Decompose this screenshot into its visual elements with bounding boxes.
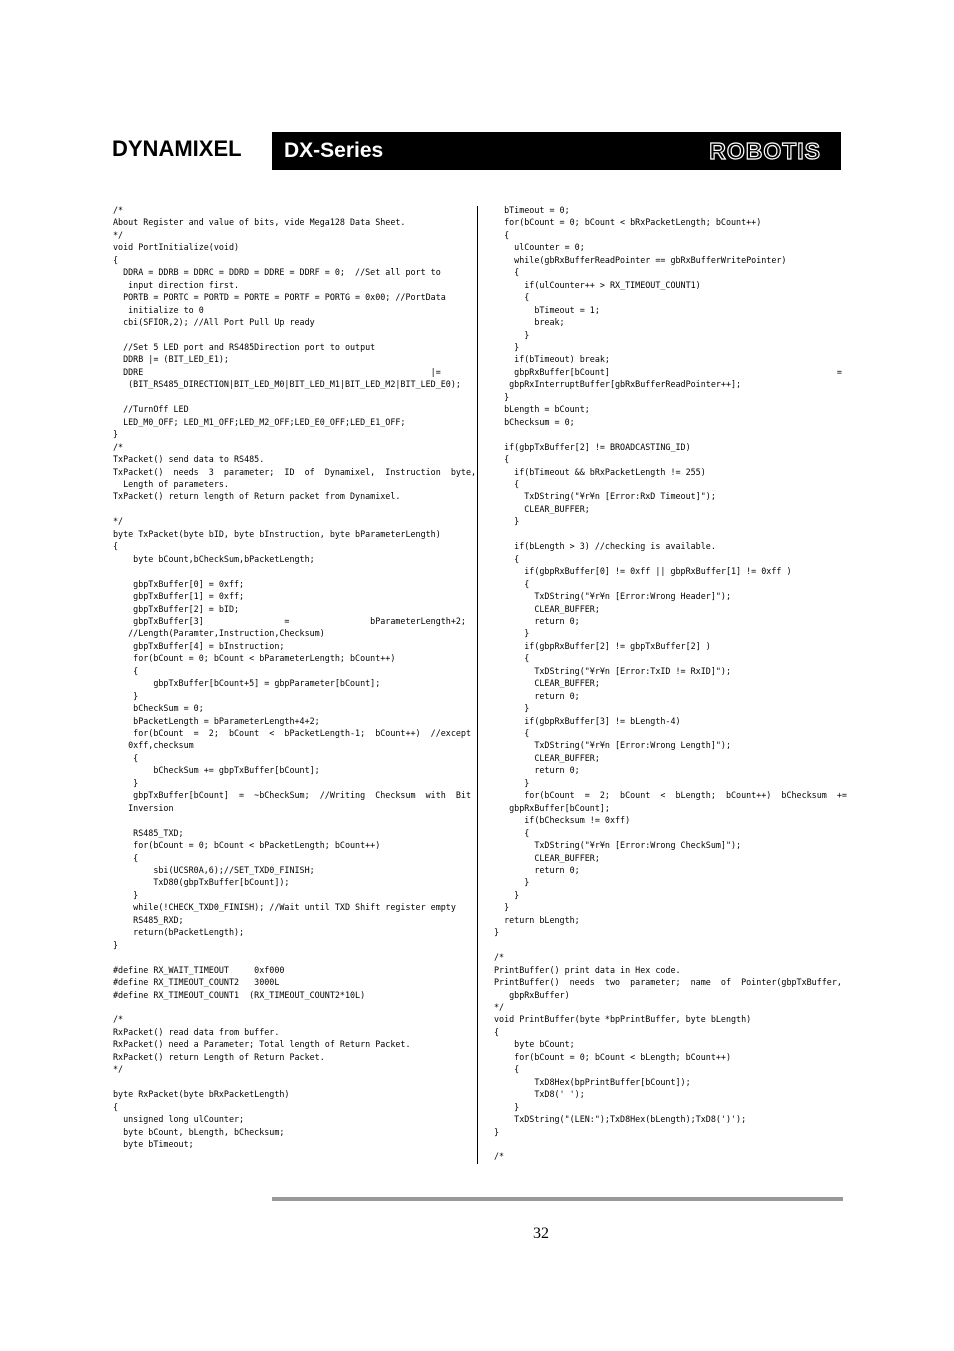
- brand-logo: ROBOTIS: [709, 138, 821, 164]
- header-bar: [272, 132, 841, 170]
- footer-rule: [272, 1197, 843, 1201]
- code-column-left: /* About Register and value of bits, vide Mega128 Data Sheet. */ void PortInitialize(void) { DDRA = DDRB = DDRC = DDRD = DDRE = DDRF = 0; //Set all port to input direction first. PORTB = PORTC = PORTD = PORTE = PORTF = PORTG = 0x00; //PortData initialize to 0 cbi(SFIOR,2); //All Port Pull Up ready //Set 5 LED port and RS485Direction port to output DDRB |= (BIT_LED_E1); DDRE |= (BIT_RS485_DIRECTION|BIT_LED_M0|BIT_LED_M1|BIT_LED_M2|BIT_LED_E0); //TurnOff LED LED_M0_OFF; LED_M1_OFF;LED_M2_OFF;LED_E0_OFF;LED_E1_OFF; } /* TxPacket() send data to RS485. TxPacket() needs 3 parameter; ID of Dynamixel, Instruction byte, Length of parameters. TxPacket() return length of Return packet from Dynamixel. */ byte TxPacket(byte bID, byte bInstruction, byte bParameterLength) { byte bCount,bCheckSum,bPacketLength; gbpTxBuffer[0] = 0xff; gbpTxBuffer[1] = 0xff; gbpTxBuffer[2] = bID; gbpTxBuffer[3] = bParameterLength+2; //Length(Paramter,Instruction,Checksum) gbpTxBuffer[4] = bInstruction; for(bCount = 0; bCount < bParameterLength; bCount++) { gbpTxBuffer[bCount+5] = gbpParameter[bCount]; } bCheckSum = 0; bPacketLength = bParameterLength+4+2; for(bCount = 2; bCount < bPacketLength-1; bCount++) //except 0xff,checksum { bCheckSum += gbpTxBuffer[bCount]; } gbpTxBuffer[bCount] = ~bCheckSum; //Writing Checksum with Bit Inversion RS485_TXD; for(bCount = 0; bCount < bPacketLength; bCount++) { sbi(UCSR0A,6);//SET_TXD0_FINISH; TxD80(gbpTxBuffer[bCount]); } while(!CHECK_TXD0_FINISH); //Wait until TXD Shift register empty RS485_RXD; return(bPacketLength); } #define RX_WAIT_TIMEOUT 0xf000 #define RX_TIMEOUT_COUNT2 3000L #define RX_TIMEOUT_COUNT1 (RX_TIMEOUT_COUNT2*10L) /* RxPacket() read data from buffer. RxPacket() need a Parameter; Total length of Return Packet. RxPacket() return Length of Return Packet. */ byte RxPacket(byte bRxPacketLength) { unsigned long ulCounter; byte bCount, bLength, bChecksum; byte bTimeout;: [113, 205, 477, 1149]
- series-title: DX-Series: [284, 139, 384, 162]
- column-divider: [477, 206, 478, 1164]
- page-number: 32: [533, 1225, 549, 1242]
- product-title: DYNAMIXEL: [112, 136, 242, 161]
- code-column-right: bTimeout = 0; for(bCount = 0; bCount < bRxPacketLength; bCount++) { ulCounter = 0; while(gbRxBufferReadPointer == gbRxBufferWritePointer) { if(ulCounter++ > RX_TIMEOUT_COUNT1) { bTimeout = 1; break; } } if(bTimeout) break; gbpRxBuffer[bCount] = gbpRxInterruptBuffer[gbRxBufferReadPointer++]; } bLength = bCount; bChecksum = 0; if(gbpTxBuffer[2] != BROADCASTING_ID) { if(bTimeout && bRxPacketLength != 255) { TxDString("¥r¥n [Error:RxD Timeout]"); CLEAR_BUFFER; } if(bLength > 3) //checking is available. { if(gbpRxBuffer[0] != 0xff || gbpRxBuffer[1] != 0xff ) { TxDString("¥r¥n [Error:Wrong Header]"); CLEAR_BUFFER; return 0; } if(gbpRxBuffer[2] != gbpTxBuffer[2] ) { TxDString("¥r¥n [Error:TxID != RxID]"); CLEAR_BUFFER; return 0; } if(gbpRxBuffer[3] != bLength-4) { TxDString("¥r¥n [Error:Wrong Length]"); CLEAR_BUFFER; return 0; } for(bCount = 2; bCount < bLength; bCount++) bChecksum += gbpRxBuffer[bCount]; if(bChecksum != 0xff) { TxDString("¥r¥n [Error:Wrong CheckSum]"); CLEAR_BUFFER; return 0; } } } return bLength; } /* PrintBuffer() print data in Hex code. PrintBuffer() needs two parameter; name of Pointer(gbpTxBuffer, gbpRxBuffer) */ void PrintBuffer(byte *bpPrintBuffer, byte bLength) { byte bCount; for(bCount = 0; bCount < bLength; bCount++) { TxD8Hex(bpPrintBuffer[bCount]); TxD8(' '); } TxDString("(LEN:");TxD8Hex(bLength);TxD8(')'); } /*: [494, 205, 847, 1162]
